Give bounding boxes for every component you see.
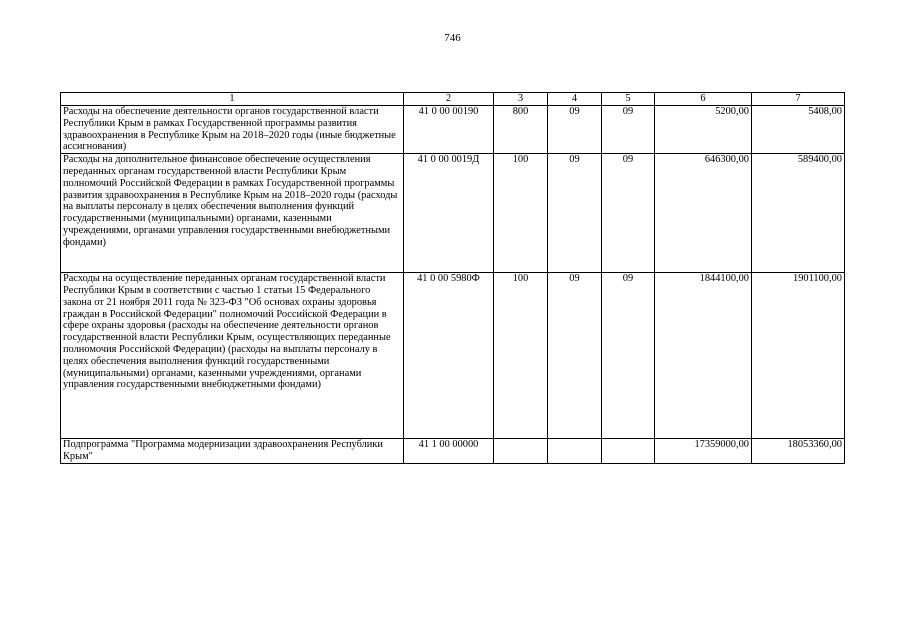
row-col3 (494, 439, 548, 464)
row-amount-col6: 17359000,00 (655, 439, 752, 464)
header-col-4: 4 (548, 93, 602, 106)
budget-table (60, 92, 845, 464)
row-col4 (548, 439, 602, 464)
table-row (61, 106, 845, 154)
header-col-1: 1 (61, 93, 404, 106)
row-description: Расходы на осуществление переданных органам государственной власти Республики Крым в соответствии с частью 1 статьи 15 Федерального закона от 21 ноября 2011 года № 323-ФЗ "Об основах охраны здоровья граждан в Российской Федерации" полномочий Российской Федерации в сфере охраны здоровья (расходы на обеспечение деятельности органов государственной власти Республики Крым, осуществляющих переданные полномочия Российской Федерации) (расходы на выплаты персоналу в целях обеспечения выполнения функций государственными (муниципальными) органами, казенными учреждениями, органами управления государственными внебюджетными фондами) (61, 273, 404, 439)
row-description: Подпрограмма "Программа модернизации здравоохранения Республики Крым" (61, 439, 404, 464)
row-amount-col6: 1844100,00 (655, 273, 752, 439)
table-row (61, 439, 845, 464)
table-row (61, 154, 845, 273)
table-row (61, 273, 845, 439)
row-amount-col6: 646300,00 (655, 154, 752, 273)
row-col3: 800 (494, 106, 548, 154)
header-col-5: 5 (602, 93, 655, 106)
row-col5: 09 (602, 154, 655, 273)
page-number: 746 (444, 32, 461, 44)
row-amount-col7: 18053360,00 (752, 439, 845, 464)
row-target-code: 41 0 00 00190 (404, 106, 494, 154)
header-col-3: 3 (494, 93, 548, 106)
row-col5: 09 (602, 273, 655, 439)
row-col5: 09 (602, 106, 655, 154)
header-row (61, 93, 845, 106)
row-col4: 09 (548, 273, 602, 439)
row-target-code: 41 1 00 00000 (404, 439, 494, 464)
row-amount-col6: 5200,00 (655, 106, 752, 154)
row-description: Расходы на дополнительное финансовое обеспечение осуществления переданных органам государственной власти Республики Крым полномочий Российской Федерации в рамках Государственной программы развития здравоохранения в Республике Крым на 2018–2020 годы (расходы на выплаты персоналу в целях обеспечения выполнения функций государственными (муниципальными) органами, казенными учреждениями, органами управления государственными внебюджетными фондами) (61, 154, 404, 273)
row-target-code: 41 0 00 5980Ф (404, 273, 494, 439)
row-amount-col7: 1901100,00 (752, 273, 845, 439)
row-col3: 100 (494, 273, 548, 439)
row-description: Расходы на обеспечение деятельности органов государственной власти Республики Крым в рамках Государственной программы развития здравоохранения в Республике Крым на 2018–2020 годы (иные бюджетные ассигнования) (61, 106, 404, 154)
row-amount-col7: 5408,00 (752, 106, 845, 154)
row-col5 (602, 439, 655, 464)
header-col-7: 7 (752, 93, 845, 106)
header-col-6: 6 (655, 93, 752, 106)
header-col-2: 2 (404, 93, 494, 106)
row-col4: 09 (548, 154, 602, 273)
row-col3: 100 (494, 154, 548, 273)
row-target-code: 41 0 00 0019Д (404, 154, 494, 273)
row-amount-col7: 589400,00 (752, 154, 845, 273)
row-col4: 09 (548, 106, 602, 154)
